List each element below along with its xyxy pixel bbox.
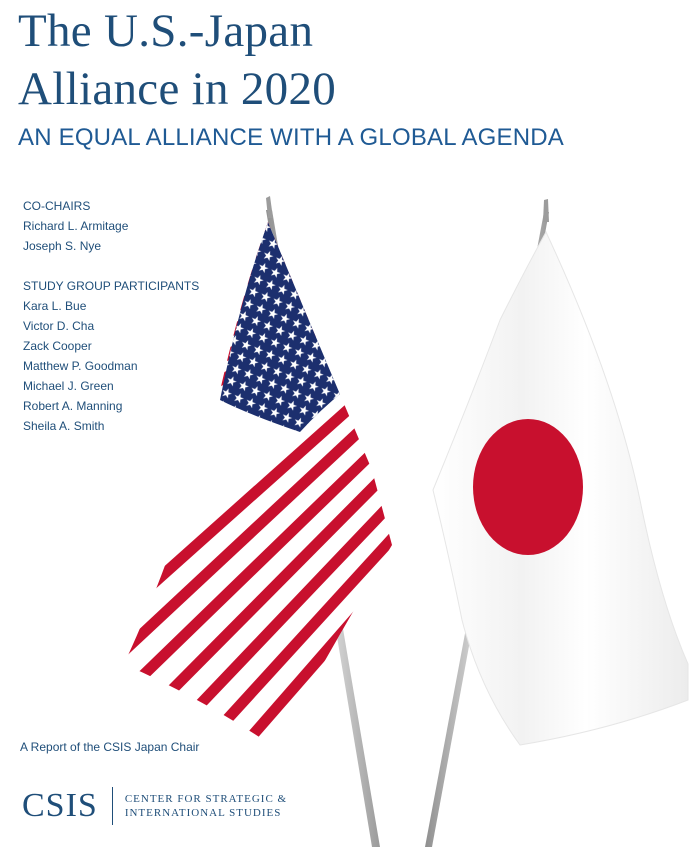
logo-text-line-2: INTERNATIONAL STUDIES (124, 807, 282, 819)
japan-flag (433, 232, 688, 745)
participant-name: Zack Cooper (23, 339, 92, 353)
participant-name: Victor D. Cha (23, 319, 95, 333)
report-title-line-2: Alliance in 2020 (18, 63, 337, 115)
logo-text-line-1: CENTER FOR STRATEGIC & (124, 793, 288, 805)
participant-name: Robert A. Manning (23, 399, 123, 413)
japan-flag-sun (473, 419, 583, 555)
participant-name: Michael J. Green (23, 379, 114, 393)
co-chair-name: Richard L. Armitage (23, 219, 129, 233)
japan-pole-finial (543, 199, 549, 222)
csis-logo (22, 787, 287, 825)
participant-name: Kara L. Bue (23, 299, 87, 313)
co-chair-name: Joseph S. Nye (23, 239, 102, 253)
co-chairs-heading: CO-CHAIRS (23, 199, 91, 213)
participants-heading: STUDY GROUP PARTICIPANTS (23, 279, 200, 293)
csis-logo-mark: CSIS (22, 787, 98, 824)
report-title-line-1: The U.S.-Japan (18, 5, 314, 57)
logo-divider (112, 787, 113, 825)
participant-name: Sheila A. Smith (23, 419, 105, 433)
report-subtitle: AN EQUAL ALLIANCE WITH A GLOBAL AGENDA (18, 124, 565, 151)
participant-name: Matthew P. Goodman (23, 359, 138, 373)
csis-logo-text (125, 792, 287, 820)
us-flag (90, 130, 450, 784)
report-note: A Report of the CSIS Japan Chair (20, 740, 200, 754)
